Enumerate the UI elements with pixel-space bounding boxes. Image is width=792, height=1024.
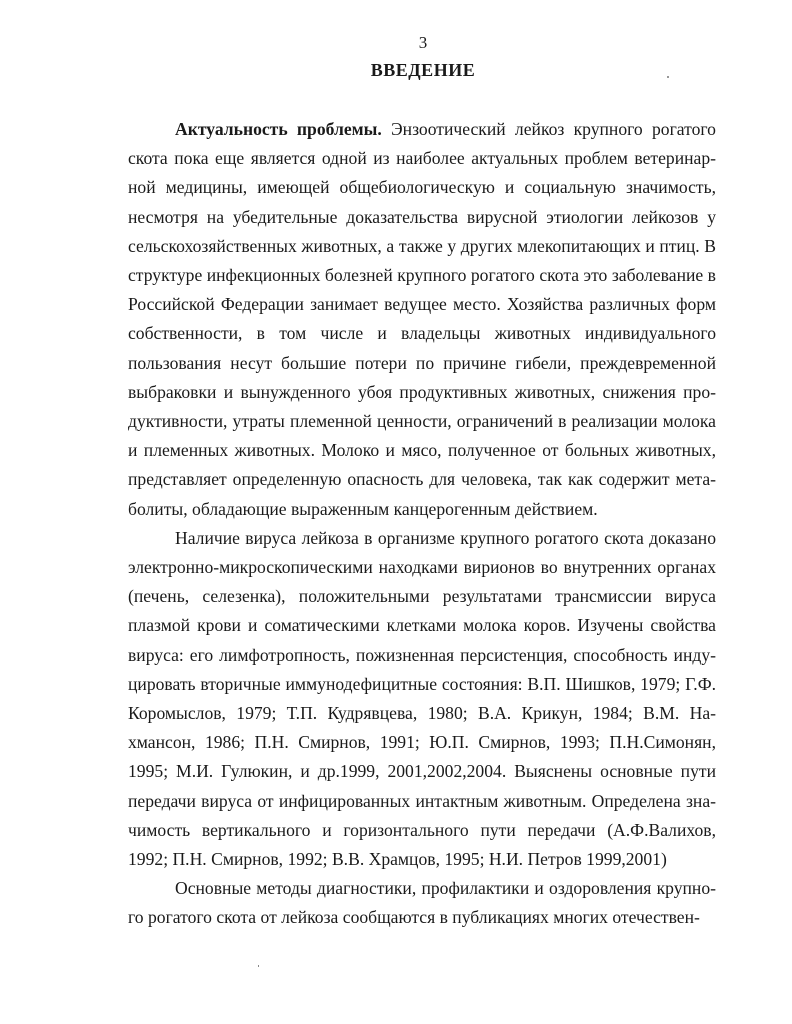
paragraph-relevance [128,115,716,524]
page-number: 3 [418,33,428,52]
paragraph-text: Энзоотический лейкоз крупного рогатого скота пока еще является одной из наиболее актуальных проблем ветеринарной медицины, имеющей общебиологическую и социальную значимость, несмотря на убедительные доказательства вирусной этиологии лейкозов у сельскохозяйственных животных, а также у других млекопитающих и птиц. В структуре инфекционных болезней крупного рогатого скота это заболевание в Российской Федерации занимает ведущее место. Хозяйства различных форм собственности, в том числе и владельцы животных индивидуального пользования несут большие потери по причине гибели, преждевременной выбраковки и вынужденного убоя продуктивных животных, снижения продуктивности, утраты племенной ценности, ограничений в реализации молока и племенных животных. Молоко и мясо, полученное от больных животных, представляет определенную опасность для человека, так как содержит метаболиты, обладающие выраженным канцерогенным действием. [128,119,716,519]
scan-speck [667,76,669,78]
paragraph-text: Основные методы диагностики, профилактики и оздоровления крупного рогатого скота от лейкоза сообщаются в публикациях многих отечествен- [128,878,716,928]
paragraph-lead-heading: Актуальность проблемы. [175,119,382,139]
paragraph-text: Наличие вируса лейкоза в организме крупного рогатого скота доказано электронно-микроскопическими находками вирионов во внутренних органах (печень, селезенка), положительными результатами трансмиссии вируса плазмой крови и соматическими клетками молока коров. Изучены свойства вируса: его лимфотропность, пожизненная персистенция, способность индуцировать вторичные иммунодефицитные состояния: В.П. Шишков, 1979; Г.Ф. Коромыслов, 1979; Т.П. Кудрявцева, 1980; В.А. Крикун, 1984; В.М. Нахмансон, 1986; П.Н. Смирнов, 1991; Ю.П. Смирнов, 1993; П.Н.Симонян, 1995; М.И. Гулюкин, и др.1999, 2001,2002,2004. Выяснены основные пути передачи вируса от инфицированных интактным животным. Определена значимость вертикального и горизонтального пути передачи (А.Ф.Валихов, 1992; П.Н. Смирнов, 1992; В.В. Храмцов, 1995; Н.И. Петров 1999,2001) [128,527,716,870]
scan-speck [258,965,259,967]
paragraph-diagnostic-methods [128,874,716,932]
page-title: ВВЕДЕНИЕ [370,60,476,80]
paragraph-virus-presence [128,524,716,874]
document-body [128,115,716,933]
